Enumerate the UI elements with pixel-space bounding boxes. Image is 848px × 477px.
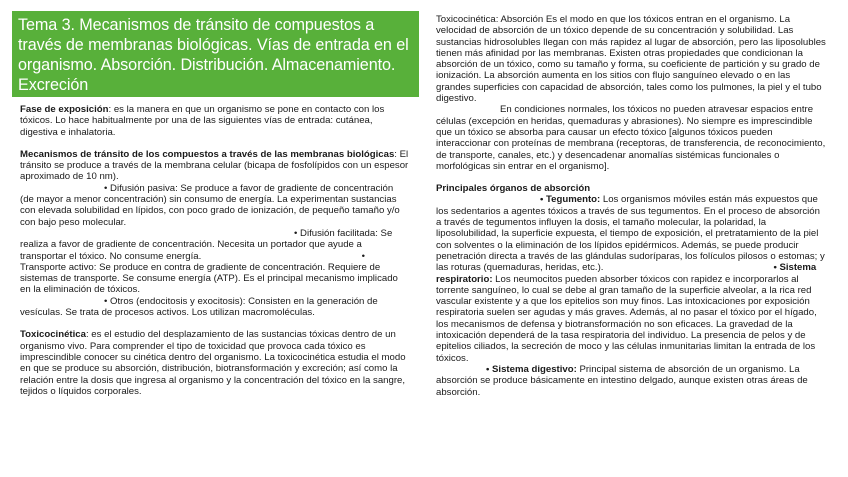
paragraph-absorcion: Toxicocinética: Absorción Es el modo en que los tóxicos entran en el organismo. La velocidad de absorción de un tóxico depende de su concentración y solubilidad. Las sustancias hidrosolubles llegan con más rapidez al lugar de absorción, pero las liposolubles tienen más afinidad por las membranas. Existen otras propiedades que condicionan la absorción de un tóxico, como su tamaño y forma, su coeficiente de partición y su grado de ionización. La absorción aumenta en los sitios con flujo sanguíneo elevado o en las grandes superficies con capacidad de absorción, tales como los pulmones, la piel y el tubo digestivo. <box>436 14 826 105</box>
term-sistema-digestivo: • Sistema digestivo: <box>486 363 577 375</box>
paragraph-otros <box>20 296 409 319</box>
term-toxicocinetica: Toxicocinética <box>20 329 86 341</box>
page-title: Tema 3. Mecanismos de tránsito de compuestos a través de membranas biológicas. Vías de entrada en el organismo. Absorción. Distribución. Almacenamiento. Excreción <box>18 16 409 94</box>
text-otros: • Otros (endocitosis y exocitosis): Consisten en la generación de vesículas. Se trata de procesos activos. Los utilizan macromoléculas. <box>20 295 378 319</box>
term-fase-exposicion: Fase de exposición <box>20 104 109 115</box>
paragraph-sistema-digestivo <box>436 364 826 398</box>
text-difusion-facilitada: • Difusión facilitada: Se realiza a favor de gradiente de concentración. Necesita un portador que ayude a transportar el tóxico. No consume energía. <box>20 227 393 262</box>
term-tegumento: • Tegumento: <box>540 194 601 206</box>
paragraph-fase-exposicion <box>20 104 409 138</box>
text-tegumento: Los organismos móviles están más expuestos que los sedentarios a agentes tóxicos a través de sus tegumentos. En el proceso de absorción a través de tegumentos influyen la dosis, el tamaño molecular, la polaridad, la liposolubilidad, la superficie expuesta, el tiempo de exposición, el pretratamiento de la piel con solventes o la eliminación de los lípidos epidérmicos. Además, se puede producir penetración directa a través de las glándulas sudoríparas, los folículos pilosos o estomas; y las roturas (quemaduras, heridas, etc.). <box>436 194 825 274</box>
text-fase-exposicion: : es la manera en que un organismo se pone en contacto con los tóxicos. Lo hace habitualmente por una de las siguientes vías de entrada: cutánea, digestiva e inhalatoria. <box>20 104 385 138</box>
heading-organos-absorcion <box>436 183 826 194</box>
heading-organos-label: Principales órganos de absorción <box>436 183 591 195</box>
title-banner <box>12 11 419 97</box>
paragraph-condiciones-normales: En condiciones normales, los tóxicos no pueden atravesar espacios entre células (excepción en heridas, quemaduras y abrasiones). No siempre es imprescindible que un tóxico se absorba para causar un efecto tóxico [algunos tóxicos pueden interaccionar con proteínas de membrana (receptoras, de transferencia, de reconocimiento, de transporte, canales, etc.) y desencadenar anomalías sistémicas funcionales o morfológicas sin entrar en el organismo]. <box>436 104 826 172</box>
text-mecanismos: : El tránsito se produce a través de la membrana celular (bicapa de fosfolípidos con un espesor aproximado de 10 nm). <box>20 148 409 183</box>
text-difusion-pasiva: • Difusión pasiva: Se produce a favor de gradiente de concentración (de mayor a menor concentración) sin consumo de energía. La experimentan sustancias con elevada solubilidad en lípidos, con poco grado de ionización, de pequeño tamaño y/o con bajo peso molecular. <box>20 182 400 228</box>
term-mecanismos: Mecanismos de tránsito de los compuestos a través de las membranas biológicas <box>20 148 395 160</box>
paragraph-toxicocinetica <box>20 329 409 397</box>
right-column <box>436 14 826 398</box>
text-transporte-activo: Transporte activo: Se produce en contra de gradiente de concentración. Requiere de sistemas de transporte. Se consume energía (ATP). Es el principal mecanismo implicado en la eliminación de tóxicos. <box>20 261 398 296</box>
bullet-transporte-activo: • <box>361 250 365 262</box>
term-sistema-respiratorio: • Sistema respiratorio: <box>436 262 817 285</box>
paragraph-mecanismos <box>20 149 409 183</box>
text-sistema-digestivo: Principal sistema de absorción de un organismo. La absorción se produce básicamente en intestino delgado, aunque existen otras áreas de absorción. <box>436 363 808 398</box>
paragraph-difusion-pasiva <box>20 183 409 228</box>
text-sistema-respiratorio: Los neumocitos pueden absorber tóxicos con rapidez e incorporarlos al torrente sanguíneo, lo cual se debe al gran tamaño de la superficie alveolar, a la rica red vascular existente y a que los epitelios son muy finos. Las intoxicaciones por exposición respiratoria suelen ser agudas y más graves. Además, al no pasar el tóxico por el hígado, los mecanismos de defensa y biotransformación no son eficaces. La gravedad de la intoxicación dependerá de la tasa respiratoria del individuo. La presencia de pelos y de epitelios ciliados, la secreción de moco y las células inmunitarias limitan la entrada de los tóxicos. <box>436 273 817 364</box>
left-column <box>20 104 409 397</box>
text-toxicocinetica: : es el estudio del desplazamiento de las sustancias tóxicas dentro de un organismo vivo. Para comprender el tipo de toxicidad que provoca cada tóxico es imprescindible conocer su cinética dentro del organismo. La toxicocinética estudia el modo en que se produce su absorción, distribución, biotransformación y excreción; así como la relación entre la dosis que ingresa al organismo y la concentración del tóxico en la sangre, tejidos o líquidos corporales. <box>20 329 406 397</box>
paragraph-tegumento <box>436 194 826 363</box>
